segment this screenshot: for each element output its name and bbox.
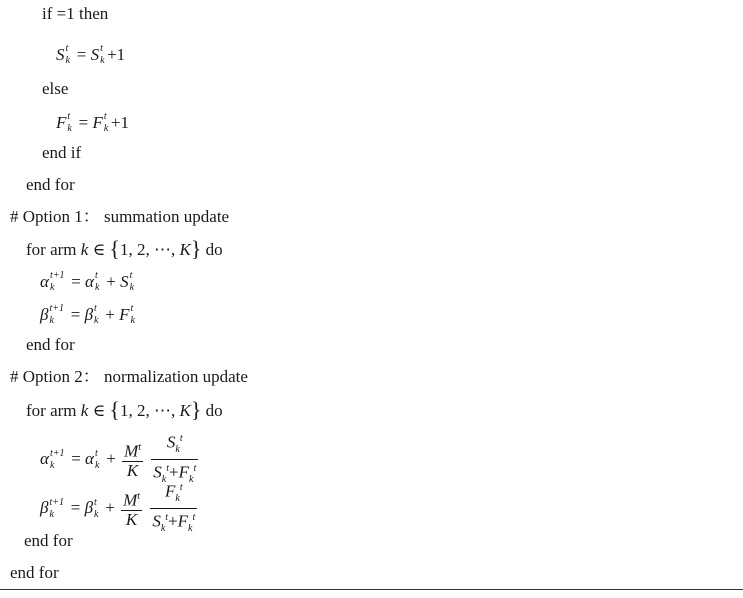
symbol-M: M <box>124 441 139 461</box>
symbol-F: F <box>119 305 130 324</box>
sub-k: k <box>67 123 72 134</box>
fraction-M-over-K <box>121 488 142 529</box>
sup-t: t <box>179 433 183 444</box>
set-elements: 1, 2, ⋯, <box>119 240 180 259</box>
sub-k: k <box>129 282 135 293</box>
sup-t: t <box>193 463 197 475</box>
sub-k: k <box>160 523 166 535</box>
symbol-M: M <box>123 490 138 510</box>
equals: = <box>76 45 87 64</box>
keyword-for-arm: for arm <box>26 240 77 259</box>
eq-one-then: =1 then <box>56 4 109 23</box>
sub-k: k <box>188 523 193 535</box>
end-for-line-4: end for <box>10 563 59 582</box>
sup-t: t <box>67 111 71 122</box>
success-update-line <box>56 45 125 65</box>
sub-k: k <box>130 315 135 326</box>
plus: + <box>106 448 116 468</box>
sup-t: t <box>94 303 97 314</box>
symbol-beta: β <box>40 497 49 517</box>
sup-t: t <box>192 512 196 524</box>
plus-one: +1 <box>110 113 129 132</box>
element-of: ∈ <box>92 240 106 259</box>
sup-t: t <box>166 463 169 475</box>
symbol-S: S <box>120 272 129 291</box>
symbol-S: S <box>153 462 162 482</box>
sub-k: k <box>49 315 54 326</box>
end-for-line-2: end for <box>26 335 75 354</box>
sup-t-plus-1: t+1 <box>49 270 65 281</box>
symbol-beta: β <box>84 497 94 517</box>
bottom-rule <box>0 589 743 590</box>
sup-t: t <box>94 270 98 281</box>
set-elements: 1, 2, ⋯, <box>119 401 180 420</box>
beta-summation-line <box>40 305 138 325</box>
sub-k: k <box>65 55 70 66</box>
symbol-S: S <box>90 45 100 64</box>
keyword-for-arm: for arm <box>26 401 77 420</box>
element-of: ∈ <box>92 401 106 420</box>
sub-k: k <box>103 123 109 134</box>
sup-t: t <box>165 512 169 524</box>
for-arm-line-2 <box>26 399 223 421</box>
sup-t: t <box>129 270 133 281</box>
left-brace: { <box>109 236 120 261</box>
sub-k: k <box>175 444 180 456</box>
sup-t: t <box>94 447 98 459</box>
symbol-F: F <box>177 511 189 531</box>
sub-k: k <box>94 282 100 293</box>
sup-t: t <box>130 303 134 314</box>
var-k: k <box>80 240 89 259</box>
left-brace: { <box>109 397 120 422</box>
plus: + <box>106 272 116 291</box>
if-r-equals-1-line <box>42 4 108 24</box>
symbol-alpha: α <box>85 272 94 291</box>
sub-k: k <box>161 474 167 486</box>
symbol-alpha: α <box>40 272 49 291</box>
sub-k: k <box>94 315 99 326</box>
symbol-S: S <box>56 45 65 64</box>
fraction-F-over-SF <box>150 479 197 538</box>
var-K: K <box>179 240 191 259</box>
plus: + <box>105 497 115 517</box>
symbol-S: S <box>152 511 161 531</box>
sup-t: t <box>100 43 103 54</box>
right-brace: } <box>190 236 202 261</box>
symbol-alpha: α <box>40 448 49 468</box>
var-k: k <box>80 401 89 420</box>
right-brace: } <box>190 397 202 422</box>
sup-t: t <box>65 43 69 54</box>
failure-update-line <box>56 113 129 133</box>
equals: = <box>71 448 81 468</box>
equals: = <box>71 272 81 291</box>
keyword-do: do <box>205 240 223 259</box>
symbol-K: K <box>125 509 138 529</box>
sup-t-plus-1: t+1 <box>49 496 64 508</box>
option-2-heading: # Option 2： normalization update <box>10 367 248 386</box>
symbol-K: K <box>126 460 139 480</box>
symbol-F: F <box>178 462 189 482</box>
plus-one: +1 <box>107 45 126 64</box>
symbol-F: F <box>164 481 176 501</box>
symbol-F: F <box>92 113 103 132</box>
symbol-alpha: α <box>85 448 94 468</box>
else-line: else <box>42 79 69 98</box>
alpha-summation-line <box>40 272 137 292</box>
symbol-S: S <box>166 432 176 452</box>
sub-k: k <box>49 282 55 293</box>
for-arm-line-1 <box>26 238 223 260</box>
sup-t-plus-1: t+1 <box>49 303 64 314</box>
sup-t: t <box>94 496 97 508</box>
end-if-line: end if <box>42 143 82 162</box>
symbol-F: F <box>56 113 67 132</box>
option-1-heading: # Option 1： summation update <box>10 207 230 226</box>
end-for-line-3: end for <box>24 531 73 550</box>
sup-t: t <box>138 442 142 454</box>
plus: + <box>168 511 178 531</box>
sub-k: k <box>100 55 105 66</box>
symbol-beta: β <box>40 305 49 324</box>
plus: + <box>169 462 179 482</box>
equals: = <box>78 113 89 132</box>
sup-t-plus-1: t+1 <box>49 447 65 459</box>
plus: + <box>105 305 115 324</box>
beta-normalization-line <box>40 479 199 538</box>
keyword-do: do <box>205 401 223 420</box>
sub-k: k <box>188 474 194 486</box>
sub-k: k <box>175 493 180 505</box>
keyword-if: if <box>42 4 53 23</box>
var-K: K <box>179 401 191 420</box>
sub-k: k <box>94 459 100 471</box>
sup-t: t <box>137 491 141 503</box>
equals: = <box>70 305 81 324</box>
end-for-line-1: end for <box>26 175 75 194</box>
sup-t: t <box>179 482 183 493</box>
sub-k: k <box>94 508 99 520</box>
fraction-M-over-K <box>122 439 143 480</box>
equals: = <box>70 497 81 517</box>
symbol-beta: β <box>84 305 94 324</box>
sub-k: k <box>49 459 55 471</box>
sup-t: t <box>103 111 107 122</box>
sub-k: k <box>49 508 54 520</box>
